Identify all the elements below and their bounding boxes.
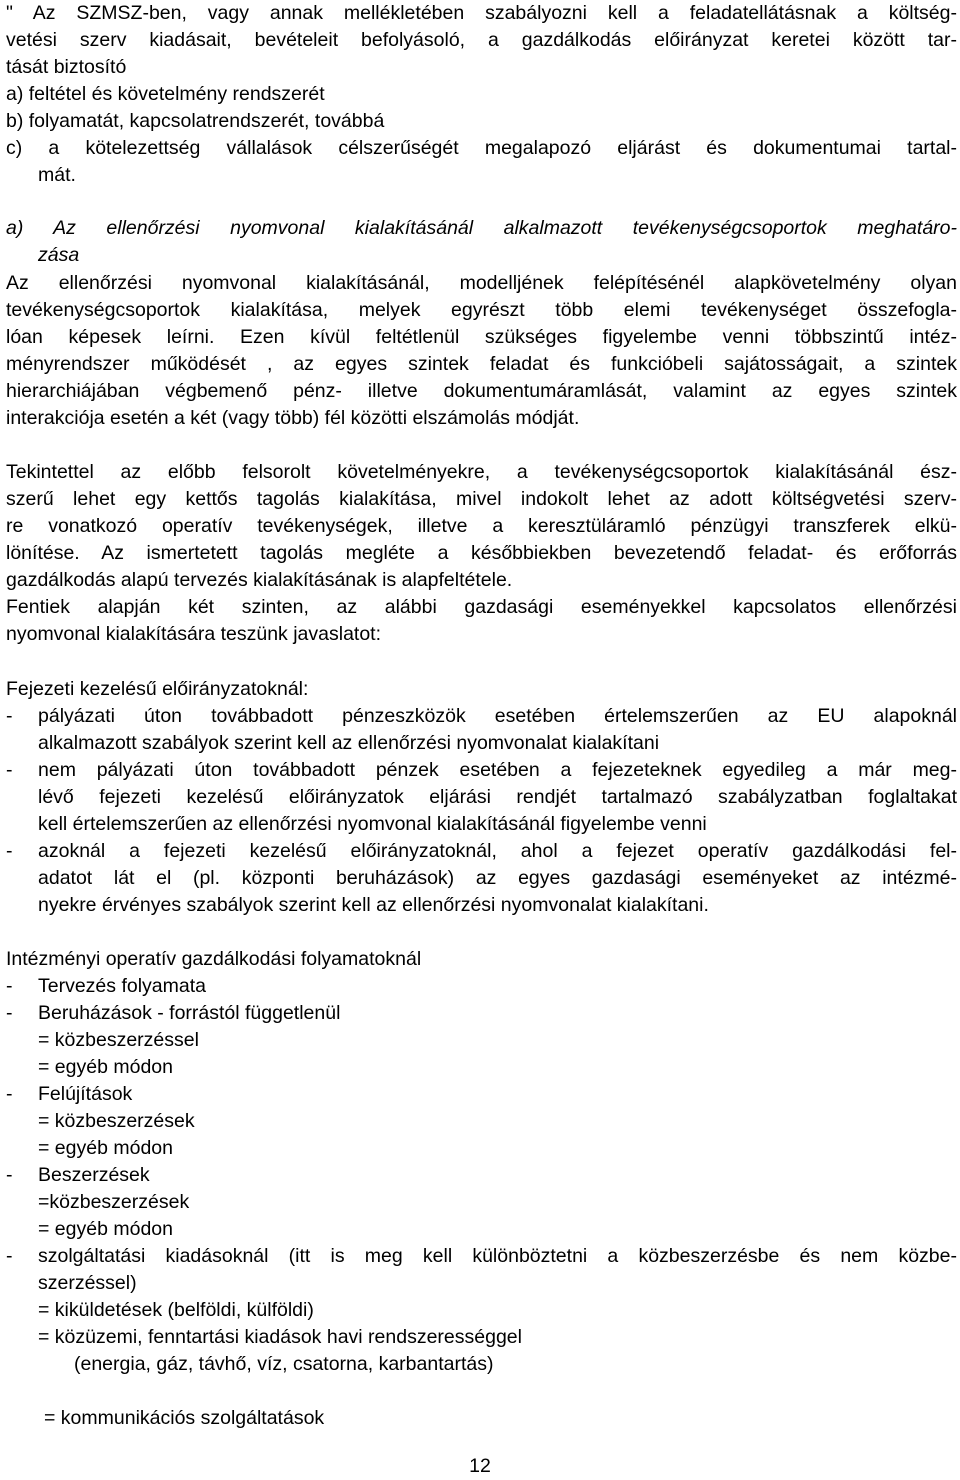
paragraph-2-line: lönítése. Az ismertetett tagolás megléte a későbbiekben bevezetendő feladat- és erőforrás xyxy=(6,542,957,564)
sub-item: = egyéb módon xyxy=(38,1137,173,1159)
intro-line-3: tását biztosító xyxy=(6,56,127,78)
intro-line-2: vetési szerv kiadásait, bevételeit befolyásoló, a gazdálkodás előirányzat keretei között tar- xyxy=(6,29,957,51)
list-item: szolgáltatási kiadásoknál (itt is meg kell különböztetni a közbeszerzésbe és nem közbe- xyxy=(38,1245,957,1267)
intro-item-c: c) a kötelezettség vállalások célszerűségét megalapozó eljárást és dokumentumai tartal- xyxy=(6,137,957,159)
bullet-dash: - xyxy=(6,1083,13,1105)
paragraph-1-line: lóan képesek leírni. Ezen kívül feltétlenül szükséges figyelembe venni többszintű intéz- xyxy=(6,326,957,348)
paragraph-1-line: Az ellenőrzési nyomvonal kialakításánál, modelljének felépítésénél alapkövetelmény olyan xyxy=(6,272,957,294)
intro-line-1: " Az SZMSZ-ben, vagy annak mellékletében szabályozni kell a feladatellátásnak a költség- xyxy=(6,2,957,24)
paragraph-2-line: nyomvonal kialakítására teszünk javaslatot: xyxy=(6,623,382,645)
sub-item-detail: (energia, gáz, távhő, víz, csatorna, karbantartás) xyxy=(74,1353,494,1375)
intro-item-c-cont: mát. xyxy=(38,164,76,186)
list-item: Beruházások - forrástól függetlenül xyxy=(38,1002,341,1024)
bullet-dash: - xyxy=(6,759,13,781)
intro-item-a: a) feltétel és követelmény rendszerét xyxy=(6,83,325,105)
list-item-cont: szerzéssel) xyxy=(38,1272,137,1294)
institutional-title: Intézményi operatív gazdálkodási folyamatoknál xyxy=(6,948,422,970)
bullet-dash: - xyxy=(6,1164,13,1186)
chapter-item-3: azoknál a fejezeti kezelésű előirányzatoknál, ahol a fejezet operatív gazdálkodási fel- xyxy=(38,840,957,862)
paragraph-2-line: re vonatkozó operatív tevékenységek, illetve a keresztüláramló pénzügyi transzferek elkü- xyxy=(6,515,957,537)
bullet-dash: - xyxy=(6,705,13,727)
sub-item: = közüzemi, fenntartási kiadások havi rendszerességgel xyxy=(38,1326,522,1348)
paragraph-1-line: interakciója esetén a két (vagy több) fél közötti elszámolás módját. xyxy=(6,407,580,429)
paragraph-2-line: gazdálkodás alapú tervezés kialakításának is alapfeltétele. xyxy=(6,569,513,591)
sub-item: = kommunikációs szolgáltatások xyxy=(44,1407,325,1429)
chapter-item-1-cont: alkalmazott szabályok szerint kell az ellenőrzési nyomvonalat kialakítani xyxy=(38,732,660,754)
bullet-dash: - xyxy=(6,1002,13,1024)
sub-item: = közbeszerzéssel xyxy=(38,1029,199,1051)
chapter-item-2-cont: kell értelemszerűen az ellenőrzési nyomvonal kialakításánál figyelembe venni xyxy=(38,813,707,835)
paragraph-1-line: hierarchiájában végbemenő pénz- illetve dokumentumáramlását, valamint az egyes szintek xyxy=(6,380,957,402)
chapter-item-2: nem pályázati úton továbbadott pénzek esetében a fejezeteknek egyedileg a már meg- xyxy=(38,759,957,781)
paragraph-2-line: Fentiek alapján két szinten, az alábbi gazdasági eseményekkel kapcsolatos ellenőrzési xyxy=(6,596,957,618)
list-item: Tervezés folyamata xyxy=(38,975,206,997)
bullet-dash: - xyxy=(6,840,13,862)
sub-item: = egyéb módon xyxy=(38,1056,173,1078)
sub-item: =közbeszerzések xyxy=(38,1191,190,1213)
section-heading: a) Az ellenőrzési nyomvonal kialakításánál alkalmazott tevékenységcsoportok meghatáro- xyxy=(6,217,957,239)
list-item: Felújítások xyxy=(38,1083,133,1105)
paragraph-2-line: Tekintettel az előbb felsorolt követelményekre, a tevékenységcsoportok kialakításánál ész- xyxy=(6,461,957,483)
chapter-item-1: pályázati úton továbbadott pénzeszközök esetében értelemszerűen az EU alapoknál xyxy=(38,705,957,727)
paragraph-1-line: tevékenységcsoportok kialakítása, melyek egyrészt több elemi tevékenységet összefogla- xyxy=(6,299,957,321)
chapter-title: Fejezeti kezelésű előirányzatoknál: xyxy=(6,678,309,700)
section-heading-cont: zása xyxy=(38,244,80,266)
paragraph-1-line: ményrendszer működését , az egyes szintek feladat és funkcióbeli sajátosságait, a szintek xyxy=(6,353,957,375)
chapter-item-3-cont: adatot lát el (pl. központi beruházások) az egyes gazdasági eseményeket az intézmé- xyxy=(38,867,957,889)
sub-item: = kiküldetések (belföldi, külföldi) xyxy=(38,1299,314,1321)
chapter-item-3-cont: nyekre érvényes szabályok szerint kell az ellenőrzési nyomvonalat kialakítani. xyxy=(38,894,709,916)
paragraph-2-line: szerű lehet egy kettős tagolás kialakítása, mivel indokolt lehet az adott költségvetési szerv- xyxy=(6,488,957,510)
sub-item: = közbeszerzések xyxy=(38,1110,195,1132)
page-number: 12 xyxy=(469,1455,491,1477)
chapter-item-2-cont: lévő fejezeti kezelésű előirányzatok eljárási rendjét tartalmazó szabályzatban foglaltakat xyxy=(38,786,957,808)
list-item: Beszerzések xyxy=(38,1164,150,1186)
bullet-dash: - xyxy=(6,1245,13,1267)
bullet-dash: - xyxy=(6,975,13,997)
intro-item-b: b) folyamatát, kapcsolatrendszerét, továbbá xyxy=(6,110,385,132)
sub-item: = egyéb módon xyxy=(38,1218,173,1240)
